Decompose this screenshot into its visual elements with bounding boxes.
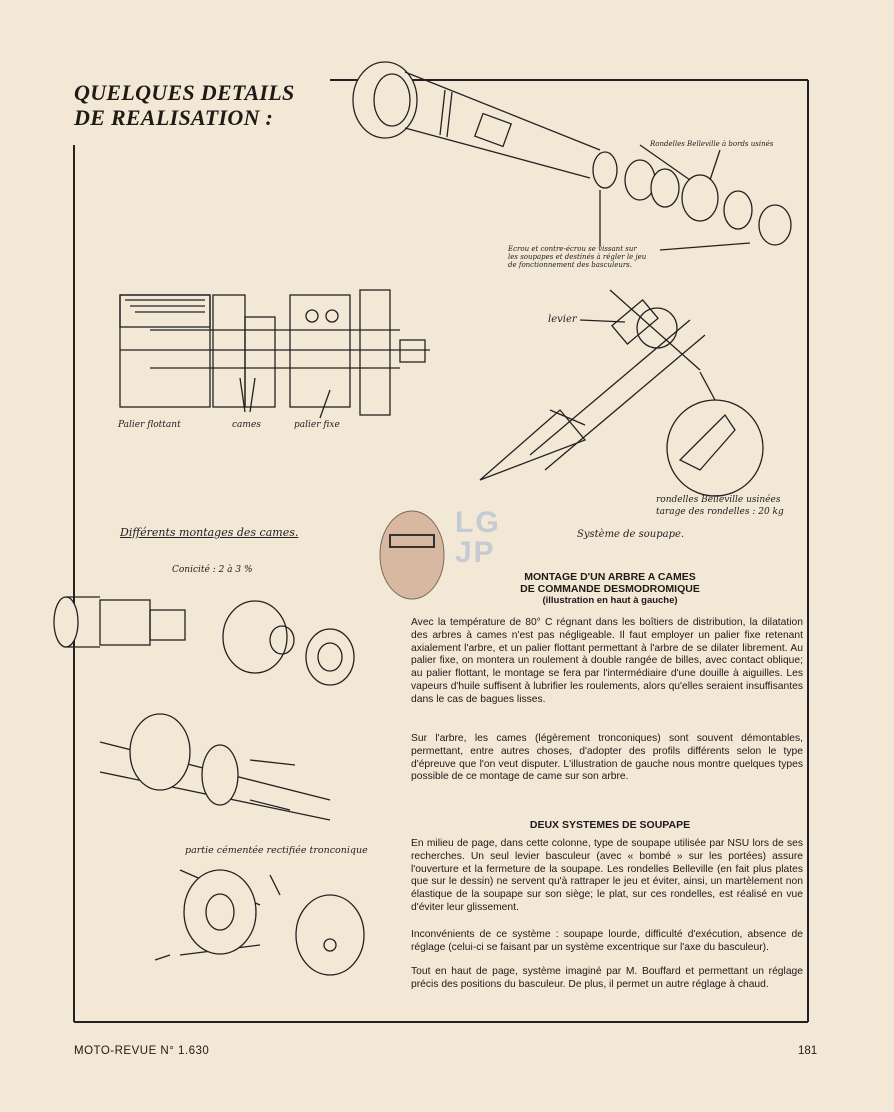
footer-magazine: MOTO-REVUE N° 1.630 [74,1045,210,1057]
lgjp-stamp [455,508,501,568]
label-palier-flottant: Palier flottant [118,420,181,430]
page-title-line1: QUELQUES DETAILS [74,80,295,105]
stamp-line1: LG [455,506,501,539]
article-heading-soupape: DEUX SYSTEMES DE SOUPAPE [529,819,691,831]
label-ecrou [508,245,646,269]
portrait-photo [380,511,444,599]
label-levier: levier [548,314,577,325]
paragraph-nsu: En milieu de page, dans cette colonne, type de soupape utilisée par NSU lors de ses recherches. Un seul levier basculeur (avec « bombé » sur les portées) assure l'ouverture et la fermeture de la soupape. Les rondelles Belleville (en fait plus plates que sur le dessin) ne servent qu'à rattraper le jeu et éviter, ainsi, un martèlement non élastique de la soupape sur son siège; le plat, sur ces rondelles, est réalisé en vue d'éviter leur glissement. [411,838,803,913]
label-ecrou-line3: de fonctionnement des basculeurs. [508,261,633,269]
label-rondelles-top: Rondelles Belleville à bords usinés [650,140,774,148]
label-rondelles-usinees: rondelles Belleville usinées [656,495,781,505]
label-conicite: Conicité : 2 à 3 % [172,565,253,575]
page-title-line2: DE REALISATION : [74,105,274,130]
label-differents-montages: Différents montages des cames. [120,526,299,539]
cam-montage-drawings [54,597,364,975]
paragraph-inconvenients: Inconvénients de ce système : soupape lourde, difficulté d'exécution, absence de réglage (celui-ci se faisant par un système excentrique sur l'axe du basculeur). [411,929,803,953]
label-partie-cementee: partie cémentée rectifiée tronconique [185,845,368,856]
article-heading-camshaft [440,571,780,607]
label-tarage: tarage des rondelles : 20 kg [656,507,784,517]
heading1-sub: (illustration en haut à gauche) [542,595,678,606]
label-palier-fixe: palier fixe [294,420,340,430]
heading1-line2: DE COMMANDE DESMODROMIQUE [520,583,700,595]
paragraph-temperature: Avec la température de 80° C régnant dans les boîtiers de distribution, la dilatation des arbres à cames n'est pas négligeable. Il faut employer un palier fixe retenant axialement l'arbre, et un palier flottant permettant à l'arbre de se dilater librement. Au palier fixe, on montera un roulement à double rangée de billes, avec contact oblique; au palier flottant, le montage se fera par l'intermédiaire d'une douille à aiguilles. Les vapeurs d'huile suffisent à lubrifier les roulements, alors qu'elles seraient insuffisantes dans le cas de bagues lisses. [411,617,803,705]
footer-page-number: 181 [798,1045,818,1057]
heading1-line1: MONTAGE D'UN ARBRE A CAMES [524,571,696,583]
label-cames: cames [232,420,261,430]
label-ecrou-line2: les soupapes et destinés à régler le jeu [508,253,647,261]
nsu-valve-drawing [480,290,763,496]
paragraph-bouffard: Tout en haut de page, système imaginé par M. Bouffard et permettant un réglage précis des positions du basculeur. De plus, il permet un autre réglage à chaud. [411,966,803,990]
label-ecrou-line1: Ecrou et contre-écrou se vissant sur [508,245,637,253]
page-title [74,80,295,130]
label-systeme-soupape: Système de soupape. [577,529,685,540]
valve-bouffard-drawing [353,62,791,250]
stamp-line2: JP [455,536,496,569]
camshaft-section-drawing [120,290,430,418]
paragraph-cames: Sur l'arbre, les cames (légèrement tronconiques) sont souvent démontables, permettant, entre autres choses, d'adopter des profils différents selon le type d'épreuve que l'on veut disputer. L'illustration de gauche nous montre quelques types possible de ce montage de came sur son arbre. [411,733,803,783]
